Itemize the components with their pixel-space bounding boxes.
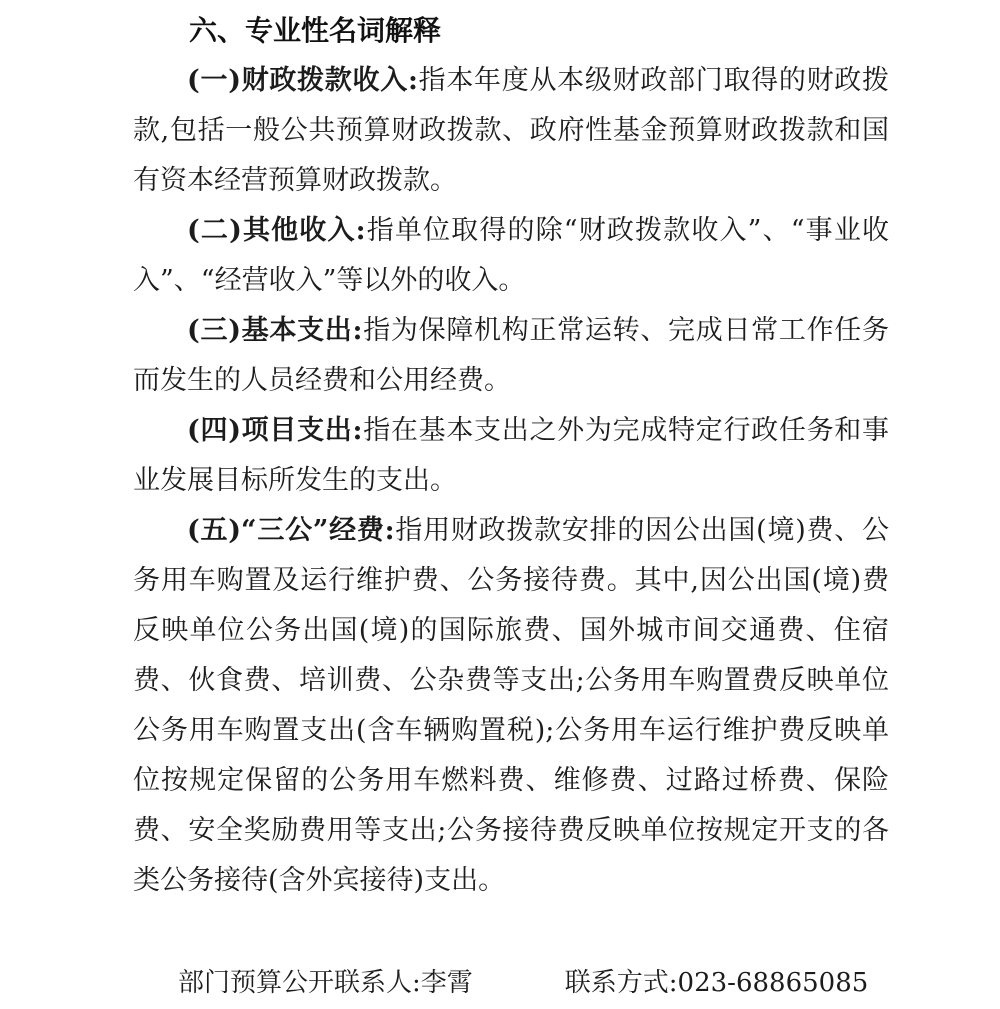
contact-name: 李霄	[420, 968, 473, 998]
term-label: (一)财政拨款收入:	[187, 65, 418, 96]
term-label: (四)项目支出:	[187, 415, 363, 446]
term-definition: 指为保障机构正常运转、完成日常工作任务而发生的人员经费和公用经费。	[133, 315, 889, 396]
footer-gap	[473, 990, 565, 991]
contact-footer	[133, 958, 889, 1008]
term-label: (三)基本支出:	[187, 315, 363, 346]
term-label: (五)“三公”经费:	[187, 515, 395, 546]
definition-paragraph-3	[133, 306, 889, 406]
definition-paragraph-4	[133, 406, 889, 506]
definition-paragraph-5	[133, 506, 889, 906]
definition-paragraph-2	[133, 206, 889, 306]
section-heading: 六、专业性名词解释	[189, 14, 442, 47]
term-definition: 指单位取得的除“财政拨款收入”、“事业收入”、“经营收入”等以外的收入。	[133, 215, 889, 296]
term-label: (二)其他收入:	[187, 215, 366, 246]
term-definition: 指本年度从本级财政部门取得的财政拨款,包括一般公共预算财政拨款、政府性基金预算财政拨款和国有资本经营预算财政拨款。	[133, 65, 889, 196]
contact-label: 部门预算公开联系人:	[178, 968, 421, 998]
term-definition: 指用财政拨款安排的因公出国(境)费、公务用车购置及运行维护费、公务接待费。其中,因公出国(境)费反映单位公务出国(境)的国际旅费、国外城市间交通费、住宿费、伙食费、培训费、公杂费等支出;公务用车购置费反映单位公务用车购置支出(含车辆购置税);公务用车运行维护费反映单位按规定保留的公务用车燃料费、维修费、过路过桥费、保险费、安全奖励费用等支出;公务接待费反映单位按规定开支的各类公务接待(含外宾接待)支出。	[133, 515, 889, 896]
phone-label: 联系方式:	[564, 968, 678, 998]
phone-number: 023-68865085	[677, 968, 869, 998]
definition-paragraph-1	[133, 56, 889, 206]
term-definition: 指在基本支出之外为完成特定行政任务和事业发展目标所发生的支出。	[133, 415, 889, 496]
